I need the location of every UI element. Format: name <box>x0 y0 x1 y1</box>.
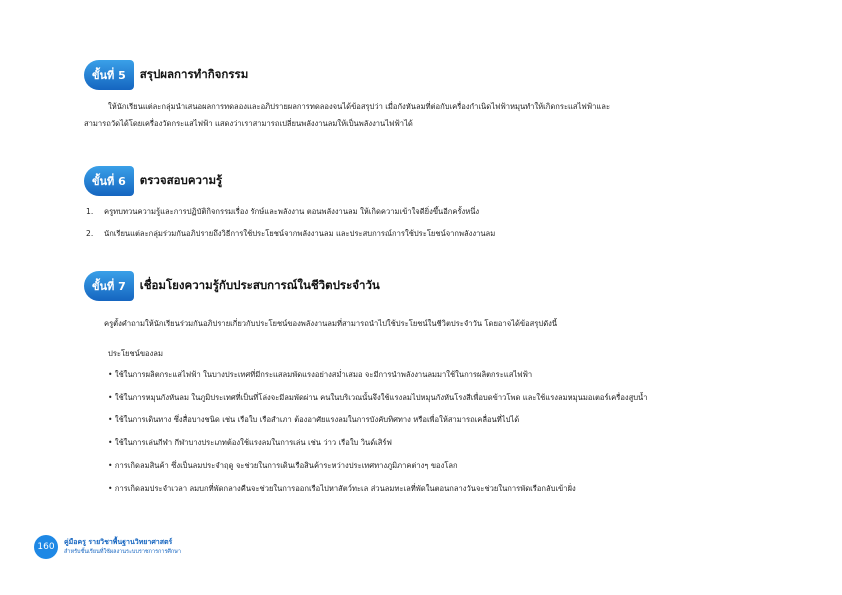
step5-header <box>84 60 248 90</box>
benefit-bullet: • การเกิดลมสินค้า ซึ่งเป็นลมประจำฤดู จะช่วยในการเดินเรือสินค้าระหว่างประเทศทางภูมิภาคต่างๆ ของโลก <box>108 461 458 470</box>
benefit-bullet: • ใช้ในการเล่นกีฬา กีฬาบางประเภทต้องใช้แรงลมในการเล่น เช่น ว่าว เรือใบ วินด์เสิร์ฟ <box>108 438 392 447</box>
footer-subtitle: สำหรับชั้นเรียนที่ใช้ผลงานระบบราชการการศึกษา <box>64 549 181 555</box>
step6-item <box>86 228 495 240</box>
step6-header <box>84 166 222 196</box>
step7-subheading: ประโยชน์ของลม <box>108 349 163 358</box>
footer-text <box>64 537 181 557</box>
step6-badge: ขั้นที่ 6 <box>84 166 134 196</box>
step6-item-text: นักเรียนแต่ละกลุ่มร่วมกันอภิปรายถึงวิธีการใช้ประโยชน์จากพลังงานลม และประสบการณ์การใช้ประโยชน์จากพลังงานลม <box>104 229 496 238</box>
step5-title: สรุปผลการทำกิจกรรม <box>139 67 249 81</box>
benefit-bullet: • ใช้ในการเดินทาง ซึ่งสื่อบางชนิด เช่น เรือใบ เรือสำเภา ต้องอาศัยแรงลมในการบังคับทิศทาง หรือเพื่อให้สามารถเคลื่อนที่ไปได้ <box>108 415 520 424</box>
step6-item-text: ครูทบทวนความรู้และการปฏิบัติกิจกรรมเรื่อง รักษ์และพลังงาน ตอนพลังงานลม ให้เกิดความเข้าใจดียิ่งขึ้นอีกครั้งหนึ่ง <box>104 207 480 216</box>
step7-badge: ขั้นที่ 7 <box>84 271 134 301</box>
step6-item-number: 1. <box>86 207 94 216</box>
step6-item <box>86 206 479 218</box>
footer-title: คู่มือครู รายวิชาพื้นฐานวิทยาศาสตร์ <box>64 538 173 546</box>
benefit-bullet: • ใช้ในการหมุนกังหันลม ในภูมิประเทศที่เป็นที่โล่งจะมีลมพัดผ่าน คนในบริเวณนั้นจึงใช้แรงลมไปหมุนกังหันโรงสีเพื่อบดข้าวโพด และใช้แรงลมหมุนมอเตอร์เครื่องสูบน้ำ <box>108 393 648 402</box>
step7-intro: ครูตั้งคำถามให้นักเรียนร่วมกันอภิปรายเกี่ยวกับประโยชน์ของพลังงานลมที่สามารถนำไปใช้ประโยชน์ในชีวิตประจำวัน โดยอาจได้ข้อสรุปดังนี้ <box>104 319 558 328</box>
page-footer <box>34 535 181 559</box>
benefit-bullet: • การเกิดลมประจำเวลา ลมบกที่พัดกลางคืนจะช่วยในการออกเรือไปหาสัตว์ทะเล ส่วนลมทะเลที่พัดในตอนกลางวันจะช่วยในการพัดเรือกลับเข้าฝั่ง <box>108 484 576 493</box>
step5-para-line1: ให้นักเรียนแต่ละกลุ่มนำเสนอผลการทดลองและอภิปรายผลการทดลองจนได้ข้อสรุปว่า เมื่อกังหันลมที่ต่อกับเครื่องกำเนิดไฟฟ้าหมุนทำให้เกิดกระแสไฟฟ้าและ <box>108 102 611 111</box>
page-number: 160 <box>34 535 58 559</box>
step7-header <box>84 271 380 301</box>
step6-title: ตรวจสอบความรู้ <box>139 173 223 187</box>
step5-badge: ขั้นที่ 5 <box>84 60 134 90</box>
step7-title: เชื่อมโยงความรู้กับประสบการณ์ในชีวิตประจำวัน <box>139 278 380 292</box>
benefit-bullet: • ใช้ในการผลิตกระแสไฟฟ้า ในบางประเทศที่มีกระแสลมพัดแรงอย่างสม่ำเสมอ จะมีการนำพลังงานลมมาใช้ในการผลิตกระแสไฟฟ้า <box>108 370 533 379</box>
step5-para-line2: สามารถวัดได้โดยเครื่องวัดกระแสไฟฟ้า แสดงว่าเราสามารถเปลี่ยนพลังงานลมให้เป็นพลังงานไฟฟ้าได้ <box>84 119 413 128</box>
step6-item-number: 2. <box>86 229 94 238</box>
